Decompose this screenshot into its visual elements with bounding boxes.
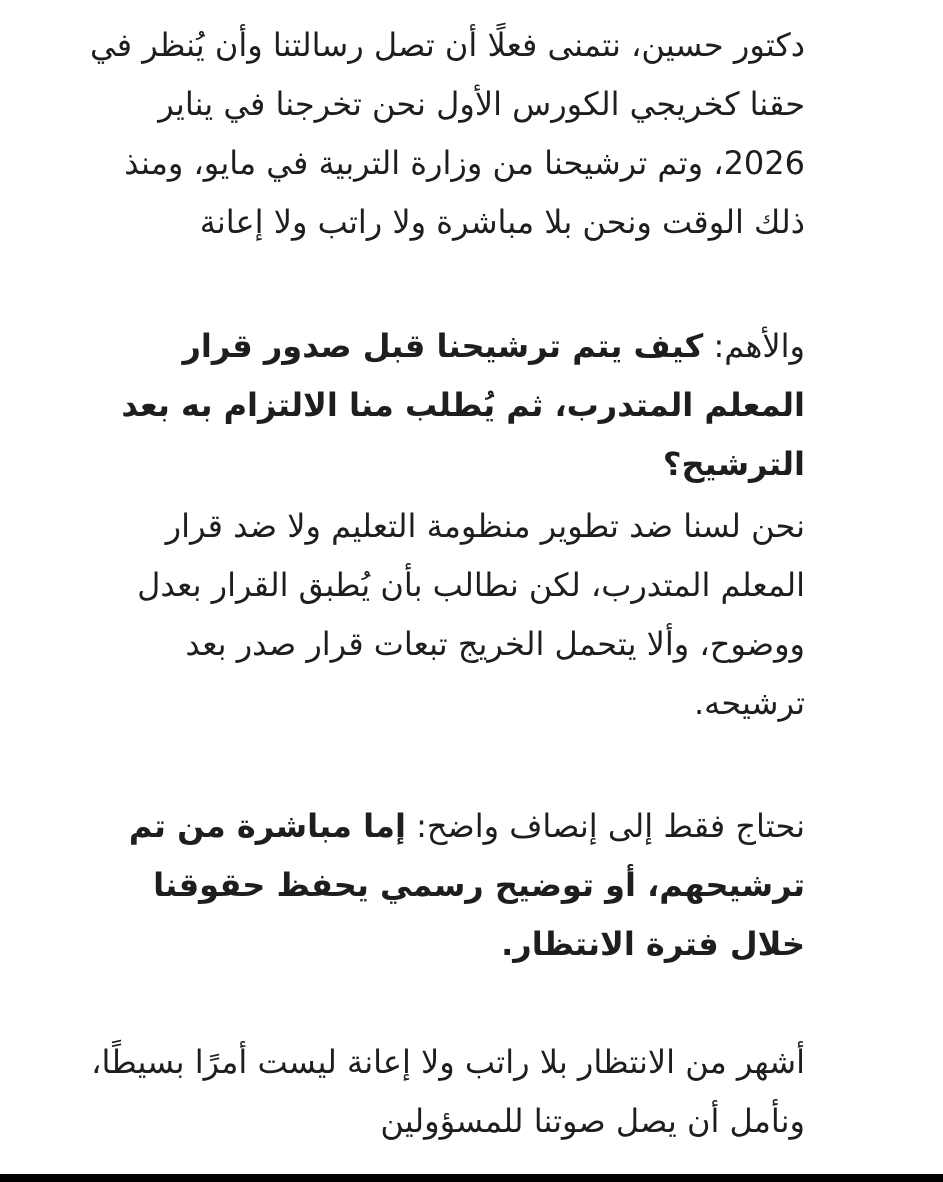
paragraph-demand xyxy=(85,797,805,974)
paragraph-demand-bold: إما مباشرة من تم ترشيحهم، أو توضيح رسمي يحفظ حقوقنا خلال فترة الانتظار. xyxy=(128,807,805,963)
paragraph-question xyxy=(85,317,805,494)
paragraph-position: نحن لسنا ضد تطوير منظومة التعليم ولا ضد قرار المعلم المتدرب، لكن نطالب بأن يُطبق القرار بعدل ووضوح، وألا يتحمل الخريج تبعات قرار صدر بعد ترشيحه. xyxy=(137,507,805,722)
paragraph-demand-lead: نحتاج فقط إلى إنصاف واضح: xyxy=(405,807,805,845)
paragraph-question-lead: والأهم: xyxy=(703,327,805,365)
paragraph-question-bold: كيف يتم ترشيحنا قبل صدور قرار المعلم المتدرب، ثم يُطلب منا الالتزام به بعد الترشيح؟ xyxy=(121,327,805,483)
paragraph-closing: أشهر من الانتظار بلا راتب ولا إعانة ليست أمرًا بسيطًا، ونأمل أن يصل صوتنا للمسؤولين xyxy=(91,1043,805,1140)
bottom-border xyxy=(0,1174,943,1182)
paragraph-intro: دكتور حسين، نتمنى فعلًا أن تصل رسالتنا وأن يُنظر في حقنا كخريجي الكورس الأول نحن تخرجنا في يناير 2026، وتم ترشيحنا من وزارة التربية في مايو، ومنذ ذلك الوقت ونحن بلا مباشرة ولا راتب ولا إعانة xyxy=(90,26,805,241)
